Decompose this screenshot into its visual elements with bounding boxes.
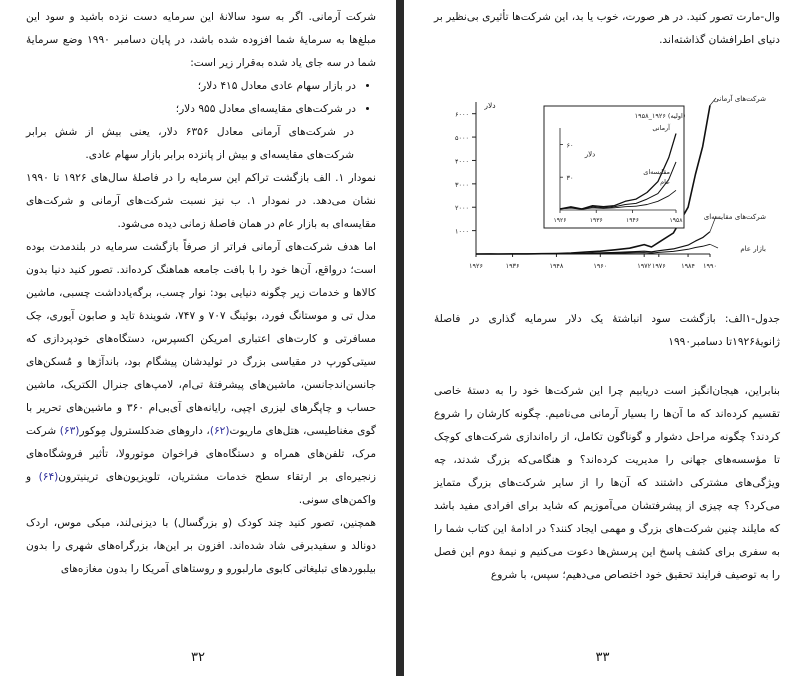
x-tick-label: ۱۹۲۶ [469,262,483,270]
list-item: • در شرکت‌های مقایسه‌ای معادل ۹۵۵ دلار؛ [26,98,356,121]
inset-series-label: آرمانی [652,124,670,132]
paragraph: وال-مارت تصور کنید. در هر صورت، خوب یا بد، این شرکت‌ها تأثیری بی‌نظیر بر دنیای اطرافشان گذاشته‌اند. [434,11,780,46]
text-run: و واکمن‌های سونی. [26,471,376,506]
footnote-reference-link[interactable]: (۶۴) [38,471,59,483]
y-tick-label: ۳۰۰۰ [455,180,469,189]
x-tick-label: ۱۹۶۰ [593,262,608,270]
text-run: ، داروهای ضدکلسترول مِوکور [79,425,210,437]
chart-labels [704,94,766,253]
x-tick-label: ۱۹۸۴ [681,262,696,270]
bullet-list [26,75,376,121]
paragraph: در شرکت‌های آرمانی معادل ۶۳۵۶ دلار، یعنی بیش از شش برابر شرکت‌های مقایسه‌ای و بیش از پانزده برابر بازار سهام عادی. [26,126,354,161]
y-tick-label: ۴۰۰۰ [455,157,469,166]
chart-caption: جدول-۱الف: بازگشت سود انباشتهٔ یک دلار سرمایه گذاری در فاصلهٔ ژانویهٔ۱۹۲۶تا دسامبر۱۹۹۰ [434,313,780,348]
paragraph: شرکت آرمانی. اگر به سود سالانهٔ این سرمایه دست نزده باشید و سود این مبلغ‌ها به سرمایهٔ شما افزوده شده باشد، در پایان دسامبر ۱۹۹۰ وضع سرمایهٔ شما در سه جای یاد شده به‌قرار زیر است: [26,11,376,69]
left-page-text [26,6,376,581]
inset-y-tick-label: ۳۰ [566,174,574,183]
x-tick-label: ۱۹۹۰ [703,262,717,270]
page-number: ۳۲ [191,650,205,665]
series-label: شرکت‌های آرمانی [713,95,766,103]
y-tick-label: ۲۰۰۰ [455,204,469,213]
text-run: شرکت مرک، تلفن‌های همراه و دستگاه‌های فراخوان موتورولا، تأثیر فروشگاه‌های زنجیره‌ای بر ارتقاء سطح خدمات مشتریان، تلویزیون‌های ترینیترون [26,425,376,483]
footnote-reference-link[interactable]: (۶۳) [59,425,80,437]
inset-series-label: مقایسه‌ای [643,168,670,176]
inset-y-tick-label: ۶۰ [566,141,574,150]
inset-x-tick-label: ۱۹۳۶ [589,217,603,224]
y-axis-label: دلار [484,101,496,110]
y-tick-label: ۶۰۰۰ [455,110,469,119]
inset-x-tick-label: ۱۹۴۶ [626,217,639,224]
footnote-reference-link[interactable]: (۶۲) [209,425,230,437]
paragraph [26,236,376,512]
list-item: • در بازار سهام عادی معادل ۴۱۵ دلار؛ [26,75,356,98]
inset-x-tick-label: ۱۹۵۸ [669,217,683,224]
inset-title: ۱۹۵۸_۱۹۲۶ (اولیه) [634,112,686,120]
series-label: بازار عام [740,245,766,253]
page-number: ۳۳ [595,650,610,665]
inset-series-label: عام [660,178,670,186]
left-page [0,0,396,676]
x-tick-label: ۱۹۴۸ [549,262,564,270]
paragraph: بنابراین، هیجان‌انگیز است دریابیم چرا این شرکت‌ها خود را به دستهٔ خاصی تقسیم کرده‌اند که ما آن‌ها را بسیار آرمانی می‌نامیم. چگونه کارشان را شروع کردند؟ چگونه مراحل دشوار و گوناگون تکامل، از راه‌اندازی شرکت‌های کوچک تا مؤسسه‌های جهانی را مدیریت کرده‌اند؟ و هنگامی‌که بزرگ شدند، چه ویژگی‌های مشترکی داشتند که آن‌ها را از سایر شرکت‌های بزرگ متمایز می‌کرد؟ چه چیزی از پیشرفتشان می‌آموزیم که شاید برای افرادی مفید باشد که مایلند چنین شرکت‌های بزرگ و مهمی ایجاد کنند؟ در ادامهٔ این کتاب شما را به سفری برای کشف پاسخ این پرسش‌ها دعوت می‌کنیم و نیمهٔ دوم این فصل را به توصیف فرایند تحقیق خود اختصاص می‌دهیم؛ سپس، با شروع [434,385,780,581]
series-label: شرکت‌های مقایسه‌ای [703,213,766,221]
right-page [404,0,801,676]
text-run: اما هدف شرکت‌های آرمانی فراتر از صرفاً بازگشت سرمایه در بلندمدت بوده است؛ درواقع، آن‌ها خود را با بافت جامعه هماهنگ کرده‌اند. تصور کنید دنیا بدون کالاها و خدمات زیر چگونه دنیایی بود: نوار چسب، برگه‌یادداشت چسبی، ماشین مدل تی و موستانگ فورد، بوئینگ ۷۰۷ و ۷۴۷، شویندهٔ تاید و صابون آیوری، چک مسافرتی و کارت‌های اعتباری امریکن اکسپرس، دستگاه‌های خودپردازی که سیتی‌کورپ در مقیاسی بزرگ در تولیدشان پیشگام بود، باندآژها و مُسکن‌های جانسن‌اندجانسن، ماشین‌های پیشرفتهٔ تی‌ام، لامپ‌های جنرال الکتریک، ماشین حساب و چاپگرهای لیزری اچپی، رایانه‌های آی‌بی‌ام ۳۶۰ و ماشین‌های تحریر با گوی مغناطیسی، هتل‌های ماریوت [26,241,376,437]
x-tick-label: ۱۹۷۲ [637,262,652,270]
inset-chart [544,106,685,228]
paragraph: نمودار ۱. الف بازگشت تراکم این سرمایه را در فاصلهٔ سال‌های ۱۹۲۶ تا ۱۹۹۰ نشان می‌دهد. در نمودار ۱. ب نیز نسبت شرکت‌های آرمانی و شرکت‌های مقایسه‌ای به بازار عام در همان فاصلهٔ زمانی دیده می‌شود. [26,172,376,230]
series-line [476,232,710,254]
paragraph: همچنین، تصور کنید چند کودک (و بزرگسال) با دیزنی‌لند، میکی موس، اردک دونالد و سفیدبرفی شاد شده‌اند. افزون بر این‌ها، بزرگراه‌های شهری را بدون بیلبوردهای تبلیغاتی کابوی مارلبورو و روستاهای آمریکا را بدون مغازه‌های [26,517,376,575]
y-tick-label: ۱۰۰۰ [455,227,469,236]
label-leader [710,244,718,248]
cumulative-return-chart [440,92,770,288]
inset-y-axis-label: دلار [584,150,596,159]
x-tick-label: ۱۹۳۶ [505,262,520,270]
x-tick-label: ۱۹۷۶ [651,262,666,270]
book-gutter [396,0,404,676]
inset-x-tick-label: ۱۹۲۶ [553,217,567,224]
y-tick-label: ۵۰۰۰ [455,134,469,143]
